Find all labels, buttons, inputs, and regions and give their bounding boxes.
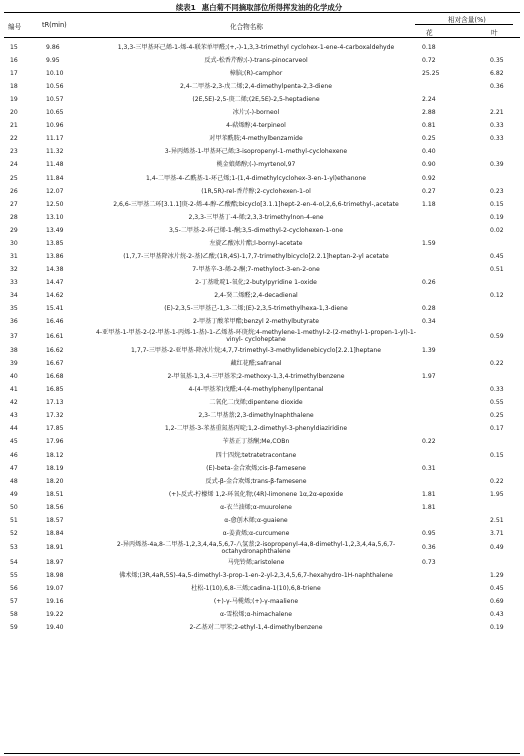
flower-content: 1.18 xyxy=(422,200,436,208)
retention-time: 9.95 xyxy=(46,57,60,65)
compound-name: 2-甲基丁酸苯甲酯;benzyl 2-methylbutyrate xyxy=(192,318,320,326)
row-number: 32 xyxy=(10,265,18,273)
compound-name: 3,5-二甲基-2-环己烯-1-酮;3,5-dimethyl-2-cyclohexen-1-one xyxy=(168,226,344,234)
retention-time: 17.32 xyxy=(46,412,64,420)
table-row xyxy=(4,106,520,119)
leaf-content: 0.02 xyxy=(490,226,504,234)
leaf-content: 1.95 xyxy=(490,490,504,498)
row-number: 47 xyxy=(10,464,18,472)
retention-time: 16.62 xyxy=(46,347,64,355)
leaf-content: 1.29 xyxy=(490,571,504,579)
retention-time: 18.91 xyxy=(46,544,64,552)
retention-time: 19.16 xyxy=(46,598,64,605)
retention-time: 10.10 xyxy=(46,70,64,78)
leaf-content: 0.17 xyxy=(490,425,504,433)
table-row xyxy=(4,211,520,224)
row-number: 37 xyxy=(10,332,18,340)
flower-content: 0.18 xyxy=(422,44,436,51)
flower-content: 0.28 xyxy=(422,305,436,312)
row-number: 15 xyxy=(10,44,18,51)
row-number: 23 xyxy=(10,148,18,156)
compound-name: 藏红花醛;safranal xyxy=(230,360,282,368)
table-row xyxy=(4,250,520,263)
compound-name: 7-甲基辛-3-烯-2-酮;7-methyloct-3-en-2-one xyxy=(192,265,320,273)
table-row xyxy=(4,158,520,171)
row-number: 55 xyxy=(10,571,18,579)
table-row xyxy=(4,383,520,396)
leaf-content: 0.19 xyxy=(490,624,504,632)
retention-time: 15.41 xyxy=(46,305,64,312)
row-number: 41 xyxy=(10,386,18,394)
table-row xyxy=(4,370,520,383)
header-rule xyxy=(4,37,520,38)
flower-content: 0.72 xyxy=(422,57,436,65)
compound-name: 1,7,7-三甲基-2-亚甲基-降冰片烷;4,7,7-trimethyl-3-methylidenebicyclo[2.2.1]heptane xyxy=(131,347,381,355)
retention-time: 14.62 xyxy=(46,291,64,299)
table-row xyxy=(4,185,520,198)
flower-content: 1.97 xyxy=(422,373,436,381)
retention-time: 11.32 xyxy=(46,148,64,156)
retention-time: 9.86 xyxy=(46,44,60,51)
leaf-content: 0.15 xyxy=(490,451,504,459)
compound-name: (2E,5E)-2,5-庚二烯;(2E,5E)-2,5-heptadiene xyxy=(192,96,320,104)
retention-time: 16.67 xyxy=(46,360,64,368)
leaf-content: 0.22 xyxy=(490,360,504,368)
row-number: 30 xyxy=(10,239,18,247)
table-row xyxy=(4,449,520,462)
leaf-content: 0.22 xyxy=(490,477,504,485)
compound-name: (+)-反式-柠檬烯 1,2-环氧化物;(4R)-limonene 1α,2α-epoxide xyxy=(168,490,344,498)
compound-name: 2-甲氧基-1,3,4-三甲基苯;2-methoxy-1,3,4-trimethylbenzene xyxy=(167,373,345,381)
row-number: 43 xyxy=(10,412,18,420)
table-row xyxy=(4,462,520,475)
row-number: 53 xyxy=(10,544,18,552)
compound-name: 2-异丙烯基-4a,8-二甲基-1,2,3,4,4a,5,6,7-八氢萘;2-isopropenyl-4a,8-dimethyl-1,2,3,4,4a,5,6,7-octahydronaphthalene xyxy=(116,540,396,556)
header-relative-content: 相对含量(%) xyxy=(448,16,486,24)
retention-time: 19.22 xyxy=(46,611,64,619)
row-number: 48 xyxy=(10,477,18,485)
flower-content: 1.81 xyxy=(422,503,436,511)
compound-name: 四十四烷;tetratetracontane xyxy=(215,451,297,459)
row-number: 24 xyxy=(10,161,18,169)
row-number: 28 xyxy=(10,213,18,221)
flower-content: 25.25 xyxy=(422,70,440,78)
leaf-content: 2.51 xyxy=(490,516,504,524)
leaf-content: 2.21 xyxy=(490,109,504,117)
compound-name: 杜松-1(10),6,8-三烯;cadina-1(10),6,8-triene xyxy=(191,584,321,592)
row-number: 56 xyxy=(10,584,18,592)
retention-time: 16.85 xyxy=(46,386,64,394)
row-number: 49 xyxy=(10,490,18,498)
row-number: 35 xyxy=(10,305,18,312)
compound-name: 4-(4-甲基苯)戊醛;4-(4-methylphenyl)pentanal xyxy=(188,386,324,394)
leaf-content: 0.45 xyxy=(490,252,504,260)
leaf-content: 0.43 xyxy=(490,611,504,619)
compound-name: α-姜黄烯;α-curcumene xyxy=(222,529,290,537)
header-flower: 花 xyxy=(426,29,433,37)
table-row xyxy=(4,435,520,448)
table-row xyxy=(4,556,520,569)
leaf-content: 0.33 xyxy=(490,135,504,143)
table-row xyxy=(4,315,520,328)
table-row xyxy=(4,488,520,501)
table-row xyxy=(4,224,520,237)
flower-content: 1.39 xyxy=(422,347,436,355)
leaf-content: 0.23 xyxy=(490,187,504,195)
compound-name: 2,3,3-三甲基丁-4-烯;2,3,3-trimethylnon-4-ene xyxy=(188,213,324,221)
compound-name: (1,7,7-三甲基降冰片烷-2-基)乙酸;(1R,4S)-1,7,7-trimethylbicyclo[2.2.1]heptan-2-yl acetate xyxy=(123,252,389,260)
row-number: 27 xyxy=(10,200,18,208)
retention-time: 18.84 xyxy=(46,529,64,537)
retention-time: 12.07 xyxy=(46,187,64,195)
flower-content: 0.73 xyxy=(422,558,436,566)
retention-time: 11.48 xyxy=(46,161,64,169)
retention-time: 11.17 xyxy=(46,135,64,143)
leaf-content: 0.39 xyxy=(490,161,504,169)
table-row xyxy=(4,263,520,276)
row-number: 26 xyxy=(10,187,18,195)
table-row xyxy=(4,145,520,158)
flower-content: 0.95 xyxy=(422,529,436,537)
table-row xyxy=(4,595,520,608)
compound-name: (E)-beta-金合欢烯;cis-β-famesene xyxy=(206,464,306,472)
leaf-content: 0.59 xyxy=(490,332,504,340)
leaf-content: 0.19 xyxy=(490,213,504,221)
row-number: 50 xyxy=(10,503,18,511)
table-row xyxy=(4,409,520,422)
retention-time: 18.19 xyxy=(46,464,64,472)
table-row xyxy=(4,514,520,527)
retention-time: 10.57 xyxy=(46,96,64,104)
table-row xyxy=(4,237,520,250)
table-row xyxy=(4,276,520,289)
compound-name: 马兜铃烯;aristolene xyxy=(227,558,285,566)
row-number: 33 xyxy=(10,278,18,286)
compound-name: 反式-松香芹醇;(-)-trans-pinocarveol xyxy=(204,57,308,65)
row-number: 25 xyxy=(10,174,18,182)
table-row xyxy=(4,67,520,80)
compound-name: 樟脑;(R)-camphor xyxy=(229,70,283,78)
retention-time: 13.49 xyxy=(46,226,64,234)
row-number: 52 xyxy=(10,529,18,537)
leaf-content: 0.51 xyxy=(490,265,504,273)
compound-name: 冰片;(-)-borneol xyxy=(232,109,280,117)
table-row xyxy=(4,172,520,185)
compound-name: 桃金娘烯醇;(-)-myrtenol,97 xyxy=(216,161,296,169)
row-number: 59 xyxy=(10,624,18,632)
table-row xyxy=(4,119,520,132)
leaf-content: 6.82 xyxy=(490,70,504,78)
retention-time: 17.85 xyxy=(46,425,64,433)
table-row xyxy=(4,198,520,211)
flower-content: 0.22 xyxy=(422,438,436,446)
flower-content: 1.59 xyxy=(422,239,436,247)
top-rule xyxy=(4,12,520,13)
row-number: 51 xyxy=(10,516,18,524)
row-number: 16 xyxy=(10,57,18,65)
flower-content: 0.25 xyxy=(422,135,436,143)
row-number: 34 xyxy=(10,291,18,299)
compound-name: 对甲苯酰胺;4-methylbenzamide xyxy=(209,135,303,143)
row-number: 45 xyxy=(10,438,18,446)
compound-name: 二氧化二戊烯;dipentene dioxide xyxy=(209,399,303,407)
retention-time: 14.47 xyxy=(46,278,64,286)
table-row xyxy=(4,132,520,145)
retention-time: 10.56 xyxy=(46,83,64,91)
retention-time: 18.56 xyxy=(46,503,64,511)
compound-name: 2,3-二甲基萘;2,3-dimethylnaphthalene xyxy=(198,412,314,420)
retention-time: 10.65 xyxy=(46,109,64,117)
retention-time: 19.40 xyxy=(46,624,64,632)
row-number: 20 xyxy=(10,109,18,117)
flower-content: 0.40 xyxy=(422,148,436,156)
table-row xyxy=(4,54,520,67)
compound-name: 4-亚甲基-1-甲基-2-(2-甲基-1-丙烯-1-基)-1-乙烯基-环庚烷;4-methylene-1-methyl-2-(2-methyl-1-propen-1-yl)-1-vinyl- cycloheptane xyxy=(95,329,417,344)
compound-name: 2,6,6-三甲基二环[3.1.1]庚-2-烯-4-醇-乙酸酯;bicyclo[3.1.1]hept-2-en-4-ol,2,6,6-trimethyl-,acetate xyxy=(113,200,399,208)
row-number: 36 xyxy=(10,318,18,326)
retention-time: 18.57 xyxy=(46,516,64,524)
row-number: 42 xyxy=(10,399,18,407)
flower-content: 0.36 xyxy=(422,544,436,552)
header-name: 化合物名称 xyxy=(230,23,263,31)
retention-time: 18.98 xyxy=(46,571,64,579)
flower-content: 0.31 xyxy=(422,464,436,472)
table-row xyxy=(4,93,520,106)
leaf-content: 0.36 xyxy=(490,83,504,91)
retention-time: 19.07 xyxy=(46,584,64,592)
row-number: 21 xyxy=(10,122,18,130)
retention-time: 18.51 xyxy=(46,490,64,498)
header-sub-rule xyxy=(415,24,513,25)
retention-time: 13.10 xyxy=(46,213,64,221)
compound-name: 1,4-二甲基-4-乙酰基-1-环己烯;1-(1,4-dimethylcyclohex-3-en-1-yl)ethanone xyxy=(146,174,366,182)
row-number: 54 xyxy=(10,558,18,566)
compound-name: 4-萜烯醇;4-terpineol xyxy=(226,122,286,130)
compound-name: 1,3,3-三甲基环己烯-1-烯-4-联苯单甲醛;(+,-)-1,3,3-trimethyl cyclohex-1-ene-4-carboxaldehyde xyxy=(117,44,395,51)
compound-name: 2,4-癸二烯醛;2,4-decadienal xyxy=(214,291,298,299)
retention-time: 16.68 xyxy=(46,373,64,381)
compound-name: (1R,5R)-rel-香芹醇;2-cyclohexen-1-ol xyxy=(201,187,311,195)
compound-name: 2-丁基吡啶1-氧化;2-butylpyridine 1-oxide xyxy=(195,278,317,286)
retention-time: 10.96 xyxy=(46,122,64,130)
compound-name: 1,2-二甲基-3-苯基重氮基丙啶;1,2-dimethyl-3-phenyldiaziridine xyxy=(164,425,348,433)
table-row xyxy=(4,569,520,582)
bottom-rule xyxy=(4,753,520,754)
leaf-content: 0.49 xyxy=(490,544,504,552)
table-row xyxy=(4,475,520,488)
row-number: 19 xyxy=(10,96,18,104)
leaf-content: 0.45 xyxy=(490,584,504,592)
compound-name: 3-异丙烯基-1-甲基环己烯;3-isopropenyl-1-methyl-cyclohexene xyxy=(164,148,348,156)
leaf-content: 3.71 xyxy=(490,529,504,537)
retention-time: 16.46 xyxy=(46,318,64,326)
caption-label: 续表1 xyxy=(175,3,196,12)
table-row xyxy=(4,527,520,540)
header-no: 编号 xyxy=(8,23,22,31)
caption-title: 惠白菊不同摘取部位所得挥发油的化学成分 xyxy=(201,3,343,12)
leaf-content: 0.55 xyxy=(490,399,504,407)
row-number: 39 xyxy=(10,360,18,368)
table-row xyxy=(4,328,520,344)
row-number: 29 xyxy=(10,226,18,234)
compound-name: α-愈创木烯;α-guaiene xyxy=(224,516,288,524)
row-number: 31 xyxy=(10,252,18,260)
compound-name: α-衣兰油烯;α-muurolene xyxy=(220,503,292,511)
retention-time: 17.96 xyxy=(46,438,64,446)
header-tr: tR(min) xyxy=(42,21,67,29)
table-row xyxy=(4,289,520,302)
leaf-content: 0.12 xyxy=(490,291,504,299)
row-number: 17 xyxy=(10,70,18,78)
retention-time: 18.20 xyxy=(46,477,64,485)
retention-time: 18.12 xyxy=(46,451,64,459)
compound-name: (E)-2,3,5-三甲基己-1,3-二烯;(E)-2,3,5-trimethylhexa-1,3-diene xyxy=(164,305,348,312)
table-row xyxy=(4,80,520,93)
compound-name: 佛术烯;(3R,4aR,5S)-4a,5-dimethyl-3-prop-1-en-2-yl-2,3,4,5,6,7-hexahydro-1H-naphthalene xyxy=(119,571,393,579)
table-row xyxy=(4,357,520,370)
row-number: 57 xyxy=(10,598,18,605)
compound-name: (+)-γ-马榄烯;(+)-γ-maaliene xyxy=(213,598,299,605)
table-row xyxy=(4,501,520,514)
leaf-content: 0.69 xyxy=(490,598,504,605)
table-row xyxy=(4,582,520,595)
row-number: 22 xyxy=(10,135,18,143)
row-number: 44 xyxy=(10,425,18,433)
compound-name: 2-乙基对二甲苯;2-ethyl-1,4-dimethylbenzene xyxy=(189,624,323,632)
flower-content: 1.81 xyxy=(422,490,436,498)
retention-time: 11.84 xyxy=(46,174,64,182)
retention-time: 12.50 xyxy=(46,200,64,208)
compound-name: α-雪松烯;α-himachalene xyxy=(220,611,292,619)
flower-content: 0.34 xyxy=(422,318,436,326)
leaf-content: 0.33 xyxy=(490,122,504,130)
retention-time: 17.13 xyxy=(46,399,64,407)
retention-time: 14.38 xyxy=(46,265,64,273)
retention-time: 13.85 xyxy=(46,239,64,247)
retention-time: 16.61 xyxy=(46,332,64,340)
flower-content: 0.90 xyxy=(422,161,436,169)
flower-content: 0.92 xyxy=(422,174,436,182)
compound-name: 苄基正丁基酮;Me,COBn xyxy=(222,438,290,446)
flower-content: 0.26 xyxy=(422,278,436,286)
compound-name: 反式-β-金合欢烯;trans-β-famesene xyxy=(205,477,307,485)
row-number: 40 xyxy=(10,373,18,381)
flower-content: 0.81 xyxy=(422,122,436,130)
row-number: 58 xyxy=(10,611,18,619)
retention-time: 18.97 xyxy=(46,558,64,566)
compound-name: 左旋乙酸冰片酯;l-bornyl-acetate xyxy=(209,239,303,247)
row-number: 38 xyxy=(10,347,18,355)
table-row xyxy=(4,396,520,409)
table-row xyxy=(4,422,520,435)
flower-content: 2.88 xyxy=(422,109,436,117)
compound-name: 2,4-二甲基-2,3-戊二烯;2,4-dimethylpenta-2,3-diene xyxy=(180,83,332,91)
leaf-content: 0.15 xyxy=(490,200,504,208)
table-row xyxy=(4,608,520,621)
leaf-content: 0.25 xyxy=(490,412,504,420)
header-leaf: 叶 xyxy=(491,29,498,37)
flower-content: 2.24 xyxy=(422,96,436,104)
leaf-content: 0.33 xyxy=(490,386,504,394)
table-row xyxy=(4,344,520,357)
table-row xyxy=(4,540,520,556)
row-number: 18 xyxy=(10,83,18,91)
leaf-content: 0.35 xyxy=(490,57,504,65)
table-row xyxy=(4,302,520,315)
retention-time: 13.86 xyxy=(46,252,64,260)
table-row xyxy=(4,621,520,634)
row-number: 46 xyxy=(10,451,18,459)
table-row xyxy=(4,41,520,54)
flower-content: 0.27 xyxy=(422,187,436,195)
